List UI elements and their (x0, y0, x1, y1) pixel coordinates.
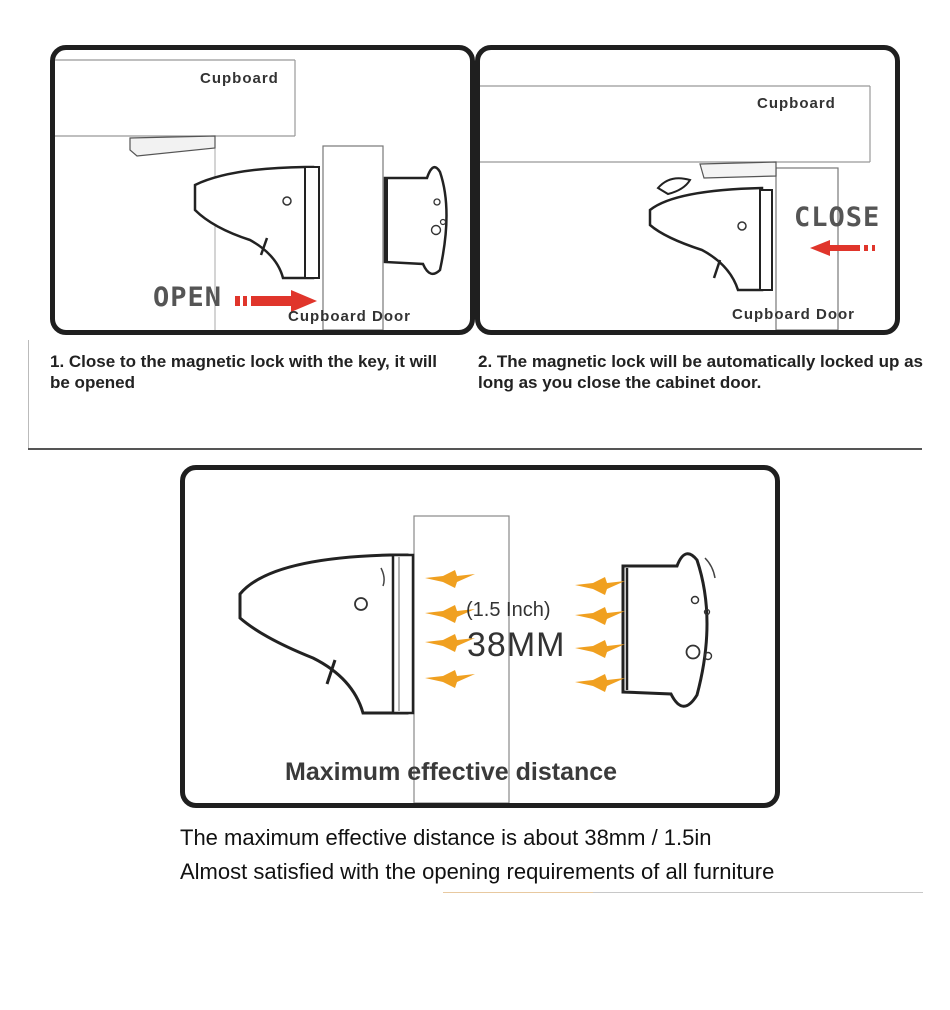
footer-line-2: Almost satisfied with the opening requirements of all furniture (180, 859, 775, 884)
open-lock-illustration (55, 50, 470, 330)
left-edge-line (28, 340, 29, 448)
close-lock-illustration (480, 50, 895, 330)
close-label: CLOSE (794, 202, 881, 233)
cupboard-label: Cupboard (200, 70, 279, 87)
open-label: OPEN (153, 282, 223, 313)
cupboard-door-label: Cupboard Door (288, 308, 411, 325)
close-diagram-panel (475, 45, 900, 335)
footer-line-1: The maximum effective distance is about 38mm / 1.5in (180, 825, 712, 850)
open-diagram-panel (50, 45, 475, 335)
section-divider (28, 448, 922, 450)
footer-underline (593, 892, 923, 893)
measurement-mm: 38MM (467, 626, 566, 664)
close-caption: 2. The magnetic lock will be automatically locked up as long as you close the cabinet door. (478, 352, 923, 392)
footer-underline-accent (443, 892, 593, 893)
cupboard-door-label-2: Cupboard Door (732, 306, 855, 323)
distance-diagram-panel (180, 465, 780, 808)
cupboard-label-2: Cupboard (757, 95, 836, 112)
open-caption: 1. Close to the magnetic lock with the key, it will be opened (50, 352, 437, 392)
distance-title: Maximum effective distance (285, 758, 618, 786)
measurement-inch: (1.5 Inch) (466, 599, 551, 621)
